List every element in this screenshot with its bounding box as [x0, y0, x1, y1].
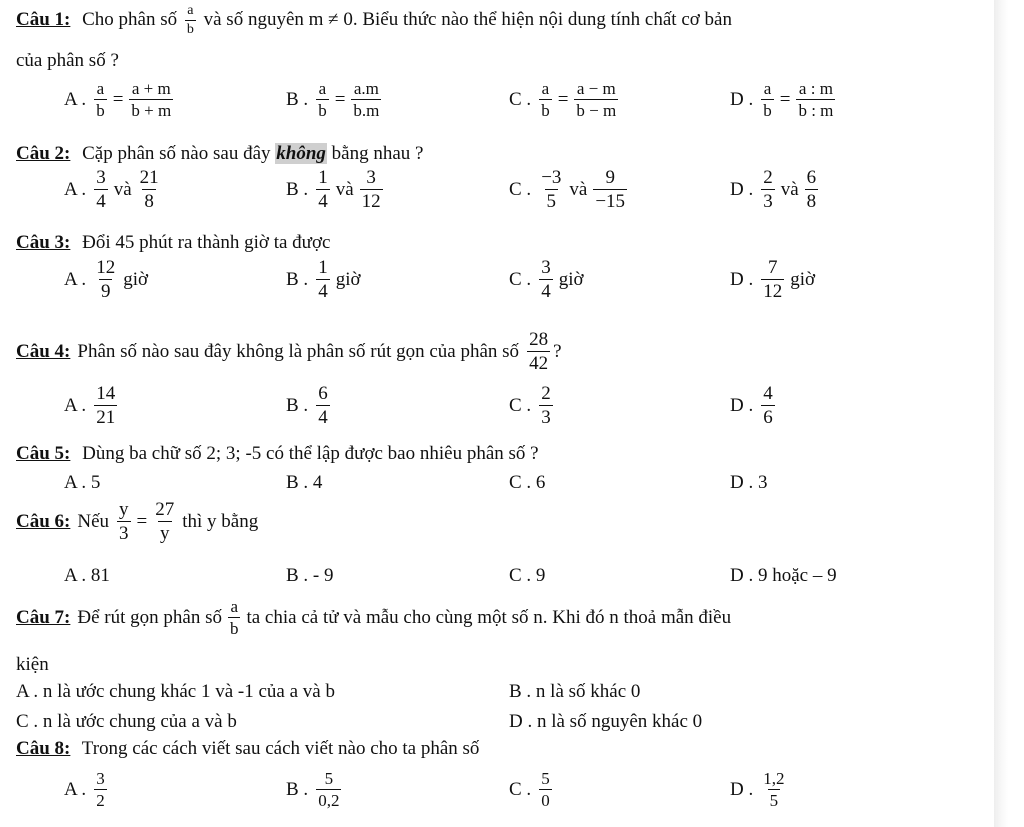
fraction: $\frac{9}{-15}$: [595, 167, 626, 212]
fraction: $\frac{a}{b}$: [541, 79, 550, 120]
option-4b[interactable]: B . $\frac{6}{4}$: [286, 383, 328, 428]
fraction: $\frac{a.m}{b.m}$: [353, 79, 380, 120]
fraction: $\frac{28}{42}$: [529, 329, 549, 374]
question-label: Câu 1:: [16, 8, 71, 30]
option-1c[interactable]: C . $\frac{a}{b}$ = $\frac{a - m}{b - m}$: [509, 79, 617, 120]
option-2d[interactable]: D . $\frac{2}{3}$ và $\frac{6}{8}$: [730, 167, 817, 212]
fraction: $\frac{a}{b}$: [186, 3, 194, 37]
option-4a[interactable]: A . $\frac{14}{21}$: [64, 383, 116, 428]
question-2: Câu 2: Cặp phân số nào sau đây không bằng nhau ?: [16, 143, 424, 164]
option-2a[interactable]: A . $\frac{3}{4}$ và $\frac{21}{8}$: [64, 167, 159, 212]
fraction: $\frac{a + m}{b + m}$: [131, 79, 172, 120]
fraction: $\frac{3}{4}$: [96, 167, 106, 212]
fraction: $\frac{7}{12}$: [763, 257, 783, 302]
fraction: $\frac{1,2}{5}$: [763, 769, 785, 810]
fraction: $\frac{1}{4}$: [318, 257, 328, 302]
fraction: $\frac{y}{3}$: [119, 499, 129, 544]
option-5b[interactable]: B . 4: [286, 472, 323, 493]
option-6a[interactable]: A . 81: [64, 565, 110, 586]
fraction: $\frac{a}{b}$: [318, 79, 327, 120]
fraction: $\frac{21}{8}$: [139, 167, 159, 212]
question-label: Câu 8:: [16, 738, 71, 759]
window-edge: [994, 0, 1024, 827]
fraction: $\frac{1}{4}$: [318, 167, 328, 212]
question-label: Câu 5:: [16, 443, 71, 464]
option-5c[interactable]: C . 6: [509, 472, 546, 493]
option-8a[interactable]: A . $\frac{3}{2}$: [64, 769, 105, 810]
question-7-line-2: kiện: [16, 654, 49, 675]
question-7: Câu 7: Để rút gọn phân số $\frac{a}{b}$ ta chia cả tử và mẫu cho cùng một số n. Khi đó n thoả mẫn điều: [16, 597, 732, 638]
option-6b[interactable]: B . - 9: [286, 565, 334, 586]
option-4c[interactable]: C . $\frac{2}{3}$: [509, 383, 551, 428]
option-7c[interactable]: C . n là ước chung của a và b: [16, 711, 237, 732]
emphasis-highlight: không: [276, 143, 326, 164]
option-1a[interactable]: A . $\frac{a}{b}$ = $\frac{a + m}{b + m}$: [64, 79, 172, 120]
fraction: $\frac{6}{4}$: [318, 383, 328, 428]
fraction: $\frac{a}{b}$: [96, 79, 105, 120]
fraction: $\frac{3}{4}$: [541, 257, 551, 302]
question-4: Câu 4: Phân số nào sau đây không là phân số rút gọn của phân số $\frac{28}{42}$ ?: [16, 329, 562, 374]
question-1-line-2: của phân số ?: [16, 50, 119, 71]
question-3: Câu 3: Đổi 45 phút ra thành giờ ta được: [16, 232, 331, 253]
question-5: Câu 5: Dùng ba chữ số 2; 3; -5 có thể lập được bao nhiêu phân số ?: [16, 443, 539, 464]
fraction: $\frac{3}{2}$: [96, 769, 105, 810]
fraction: $\frac{6}{8}$: [806, 167, 817, 212]
question-text: và số nguyên m ≠ 0. Biểu thức nào thể hiện nội dung tính chất cơ bản: [203, 8, 732, 30]
option-3b[interactable]: B . $\frac{1}{4}$ giờ: [286, 257, 361, 302]
question-1: [16, 4, 732, 37]
fraction: $\frac{a : m}{b : m}$: [798, 79, 834, 120]
question-label: Câu 2:: [16, 143, 71, 164]
fraction: $\frac{5}{0}$: [541, 769, 550, 810]
option-7d[interactable]: D . n là số nguyên khác 0: [509, 711, 703, 732]
fraction: $\frac{27}{y}$: [155, 499, 175, 544]
option-8b[interactable]: B . $\frac{5}{0,2}$: [286, 769, 340, 810]
option-2c[interactable]: C . $\frac{-3}{5}$ và $\frac{9}{-15}$: [509, 167, 626, 212]
option-5d[interactable]: D . 3: [730, 472, 768, 493]
fraction: $\frac{2}{3}$: [763, 167, 773, 212]
question-text: Cho phân số: [82, 8, 178, 30]
fraction: $\frac{a}{b}$: [763, 79, 772, 120]
option-1b[interactable]: B . $\frac{a}{b}$ = $\frac{a.m}{b.m}$: [286, 79, 380, 120]
fraction: $\frac{3}{12}$: [361, 167, 381, 212]
option-2b[interactable]: B . $\frac{1}{4}$ và $\frac{3}{12}$: [286, 167, 381, 212]
option-7a[interactable]: A . n là ước chung khác 1 và -1 của a và b: [16, 681, 335, 702]
option-5a[interactable]: A . 5: [64, 472, 101, 493]
question-label: Câu 3:: [16, 232, 71, 253]
option-8c[interactable]: C . $\frac{5}{0}$: [509, 769, 550, 810]
option-4d[interactable]: D . $\frac{4}{6}$: [730, 383, 773, 428]
fraction: $\frac{a}{b}$: [229, 597, 239, 638]
question-8: Câu 8: Trong các cách viết sau cách viết nào cho ta phân số: [16, 738, 480, 759]
option-3c[interactable]: C . $\frac{3}{4}$ giờ: [509, 257, 584, 302]
option-7b[interactable]: B . n là số khác 0: [509, 681, 641, 702]
option-8d[interactable]: D . $\frac{1,2}{5}$: [730, 769, 785, 810]
question-label: Câu 6:: [16, 510, 71, 532]
question-label: Câu 4:: [16, 340, 71, 362]
fraction: $\frac{-3}{5}$: [541, 167, 562, 212]
question-label: Câu 7:: [16, 606, 71, 628]
fraction: $\frac{5}{0,2}$: [318, 769, 340, 810]
fraction: $\frac{14}{21}$: [96, 383, 116, 428]
option-6c[interactable]: C . 9: [509, 565, 546, 586]
option-3d[interactable]: D . $\frac{7}{12}$ giờ: [730, 257, 816, 302]
fraction: $\frac{a - m}{b - m}$: [576, 79, 617, 120]
fraction: $\frac{4}{6}$: [763, 383, 773, 428]
fraction: $\frac{12}{9}$: [96, 257, 116, 302]
option-6d[interactable]: D . 9 hoặc – 9: [730, 565, 837, 586]
question-6: Câu 6: Nếu $\frac{y}{3}$ = $\frac{27}{y}$ thì y bằng: [16, 499, 259, 544]
option-1d[interactable]: D . $\frac{a}{b}$ = $\frac{a : m}{b : m}$: [730, 79, 834, 120]
option-3a[interactable]: A . $\frac{12}{9}$ giờ: [64, 257, 149, 302]
fraction: $\frac{2}{3}$: [541, 383, 551, 428]
